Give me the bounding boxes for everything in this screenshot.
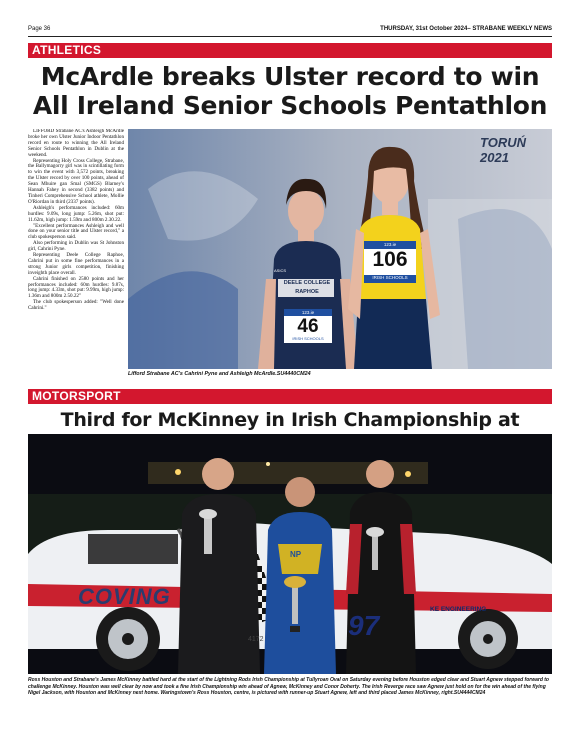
- article-paragraph: The club spokesperson added: "Well done Cahrini.": [28, 299, 124, 312]
- suit-badge-text: NP: [290, 550, 302, 559]
- bib-right-number: 106: [372, 248, 408, 271]
- article-paragraph: Representing Deele College Raphoe, Cahrini put in some fine performances in a strong Junior girls competition, finishing inveighth place overall.: [28, 252, 124, 276]
- car-sponsor-text: KE ENGINEERING: [430, 606, 487, 613]
- car-number: 97: [348, 610, 380, 641]
- article-paragraph: Representing Holy Cross College, Strabane, the Ballymagorry girl was in scintillating form to win the event with 3,572 points, breaking the Ulster record by over 100 points, ahead of Sean Mhuire gan Smal (SMGS) Blarney's Hannah Fahey in second (3382 points) and Tinheri Comprehensive School athlete, Mollie O'Riordan in third (2337 points).: [28, 157, 124, 205]
- athletes-illustration: [128, 129, 552, 369]
- section-bar-athletics: ATHLETICS: [28, 43, 552, 58]
- athletics-photo-caption: Lifford Strabane AC's Cahrini Pyne and Ashleigh McArdle.SU4440CM24: [128, 371, 311, 377]
- motorsport-photo: [28, 434, 552, 674]
- section-bar-motorsport: MOTORSPORT: [28, 389, 552, 404]
- motorsport-photo-caption: Ross Houston and Strabane's James McKinney battled hard at the start of the Lightning Rods Irish Championship at Tullyroan Oval on Saturday evening before Houston edged clear and Stuart Agnew stepped forward to challenge McKinney. Houston was well clear by now and took a fine Irish Championship win ahead of Agnew, McKinney and Conor Doherty. The Irish Reverge race saw Agnew just hold on for the win ahead of the flying Nigel Jackson, with Houston and McKinney next home. Waringstown's Ross Houston, centre, is pictured with runner-up Stuart Agnew, left and third placed James McKinney, right.SU4444CM24: [28, 677, 549, 696]
- bib-left-number: 46: [297, 316, 319, 337]
- bib-right-label: IRISH SCHOOLS: [372, 275, 408, 280]
- bib-right-brand: 123.ie: [383, 242, 397, 247]
- athletics-photo: [128, 129, 552, 369]
- article-paragraph: "Excellent performances Ashleigh and well done on your senior title and Ulster record," a club spokesperson said.: [28, 222, 124, 241]
- article-paragraph: Also performing in Dublin was St Johnston girl, Cahrini Pyne.: [28, 240, 124, 253]
- page-header: [28, 26, 552, 36]
- motorsport-headline: Third for McKinney in Irish Championship at: [60, 409, 520, 431]
- athletics-headline: McArdle breaks Ulster record to win All Ireland Senior Schools Pentathlon: [32, 62, 548, 120]
- bib-left-label: IRISH SCHOOLS: [292, 336, 324, 341]
- bib-left-brand: 123.ie: [301, 310, 315, 315]
- car-phone-text: 4172: [248, 636, 264, 643]
- header-rule: [28, 36, 552, 37]
- page-number: Page 36: [28, 26, 51, 32]
- athletics-article: [28, 129, 124, 379]
- article-paragraph: Ashleigh's performances included: 60m hurdles: 9.09s, long jump: 5.26m, shot put: 11.62m, high jump: 1.59m and 800m 2.30.22.: [28, 204, 124, 223]
- car-livery-text: COVING: [78, 584, 171, 609]
- issue-date: THURSDAY, 31st October 2024– STRABANE WEEKLY NEWS: [380, 26, 552, 32]
- article-paragraph: LIFFORD Strabane AC's Ashleigh McArdle broke her own Ulster Junior Indoor Pentathlon record en route to winning the All Ireland Senior Schools Pentathlon in Dublin at the weekend.: [28, 129, 124, 158]
- article-paragraph: Cahrini finished on 2580 points and her performances included: 60m hurdles: 9.87s, long jump: 4.33m, shot put: 9.99m, high jump: 1.36m and 800m 2.50.22": [28, 275, 124, 300]
- vest-school-text: DEELE COLLEGE RAPHOE: [283, 280, 331, 295]
- kit-brand-text: ASICS: [274, 268, 287, 273]
- backdrop-text: TORUŃ 2021: [480, 135, 526, 165]
